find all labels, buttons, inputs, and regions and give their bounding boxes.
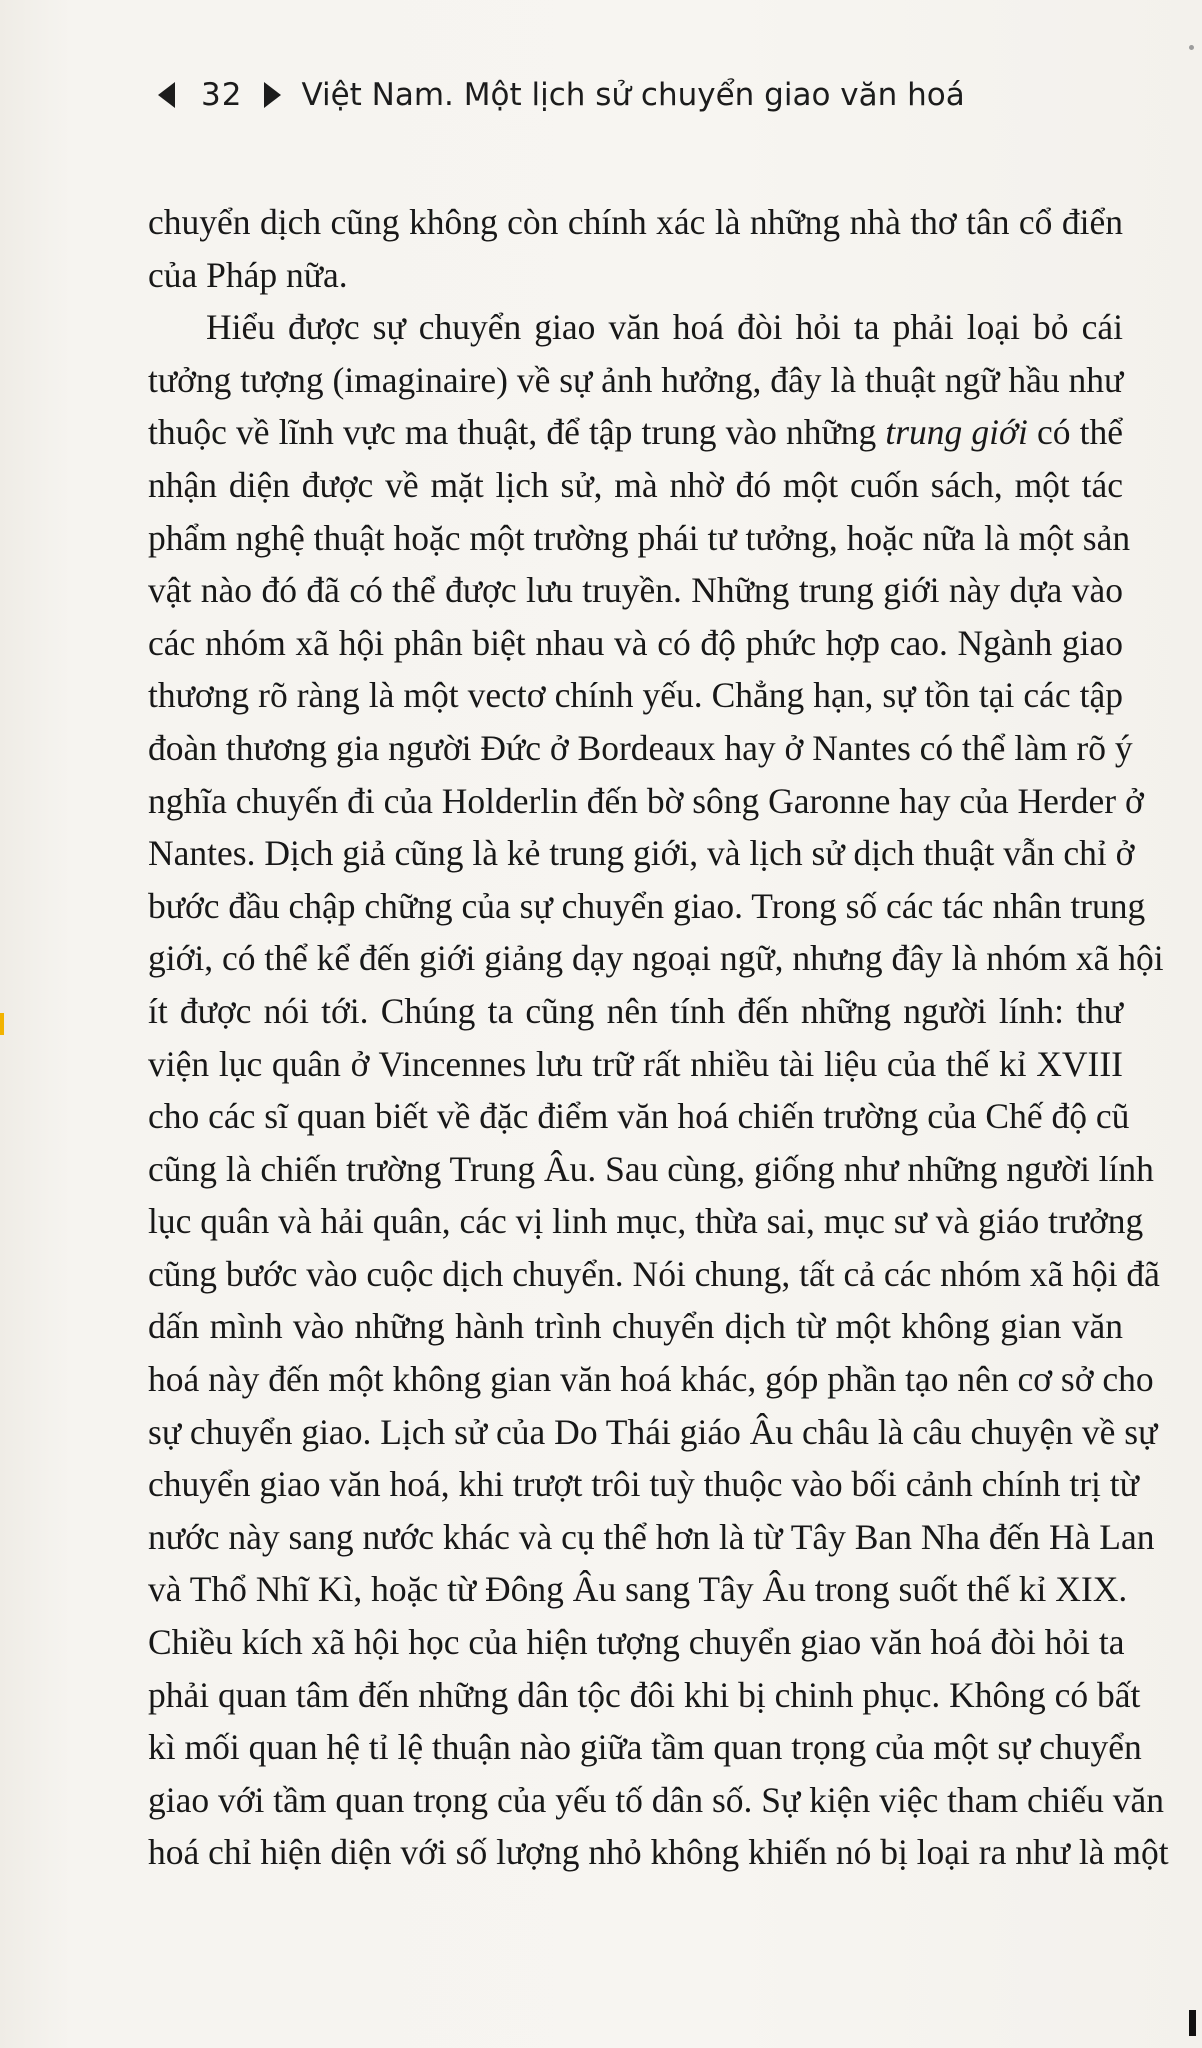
text-line: và Thổ Nhĩ Kì, hoặc từ Đông Âu sang Tây Âu trong suốt thế kỉ XIX. xyxy=(148,1569,1128,1610)
running-header xyxy=(158,70,965,120)
text-line: chuyển dịch cũng không còn chính xác là những nhà thơ tân cổ điển xyxy=(148,202,1123,242)
text-line: nhận diện được về mặt lịch sử, mà nhờ đó một cuốn sách, một tác xyxy=(148,464,1123,505)
text-line: thương rõ ràng là một vectơ chính yếu. Chẳng hạn, sự tồn tại các tập xyxy=(148,675,1123,716)
text-line: của Pháp nữa. xyxy=(148,254,348,295)
text-line: lục quân và hải quân, các vị linh mục, thừa sai, mục sư và giáo trưởng xyxy=(148,1201,1144,1242)
text-line: hoá chỉ hiện diện với số lượng nhỏ không khiến nó bị loại ra như là một xyxy=(148,1832,1169,1873)
margin-mark xyxy=(0,1013,4,1035)
text-line: phải quan tâm đến những dân tộc đôi khi bị chinh phục. Không có bất xyxy=(148,1674,1141,1715)
text-line: vật nào đó đã có thể được lưu truyền. Những trung giới này dựa vào xyxy=(148,570,1123,611)
page-number: 32 xyxy=(201,77,243,113)
text-line: cũng bước vào cuộc dịch chuyển. Nói chung, tất cả các nhóm xã hội đã xyxy=(148,1253,1160,1294)
text-line-with-italic xyxy=(148,406,1123,459)
page-edge-mark xyxy=(1189,2010,1196,2036)
text-line: Hiểu được sự chuyển giao văn hoá đòi hỏi ta phải loại bỏ cái xyxy=(206,307,1123,348)
triangle-right-icon xyxy=(264,82,281,108)
text-line: Nantes. Dịch giả cũng là kẻ trung giới, và lịch sử dịch thuật vẫn chỉ ở xyxy=(148,833,1135,874)
triangle-left-icon xyxy=(158,82,175,108)
text-segment: thuộc về lĩnh vực ma thuật, để tập trung vào những xyxy=(148,412,877,453)
text-line: ít được nói tới. Chúng ta cũng nên tính đến những người lính: thư xyxy=(148,990,1123,1031)
text-line: giao với tầm quan trọng của yếu tố dân số. Sự kiện việc tham chiếu văn xyxy=(148,1779,1164,1820)
running-title: Việt Nam. Một lịch sử chuyển giao văn hoá xyxy=(301,77,965,113)
page-speck xyxy=(1189,45,1194,50)
body-text xyxy=(148,196,1169,1879)
text-line: Chiều kích xã hội học của hiện tượng chuyển giao văn hoá đòi hỏi ta xyxy=(148,1622,1125,1663)
text-segment: có thể xyxy=(1036,412,1123,453)
text-line: sự chuyển giao. Lịch sử của Do Thái giáo Âu châu là câu chuyện về sự xyxy=(148,1411,1158,1452)
text-line: bước đầu chập chững của sự chuyển giao. Trong số các tác nhân trung xyxy=(148,885,1146,926)
text-line: viện lục quân ở Vincennes lưu trữ rất nhiều tài liệu của thế kỉ XVIII xyxy=(148,1043,1123,1084)
text-line: dấn mình vào những hành trình chuyển dịch từ một không gian văn xyxy=(148,1306,1123,1347)
text-line: phẩm nghệ thuật hoặc một trường phái tư tưởng, hoặc nữa là một sản xyxy=(148,517,1131,558)
text-line: cũng là chiến trường Trung Âu. Sau cùng, giống như những người lính xyxy=(148,1148,1154,1189)
text-line: tưởng tượng (imaginaire) về sự ảnh hưởng, đây là thuật ngữ hầu như xyxy=(148,359,1124,400)
text-line: nghĩa chuyến đi của Holderlin đến bờ sông Garonne hay của Herder ở xyxy=(148,780,1144,821)
text-line: kì mối quan hệ tỉ lệ thuận nào giữa tầm quan trọng của một sự chuyển xyxy=(148,1727,1142,1768)
italic-term: trung giới xyxy=(885,412,1028,453)
text-line: hoá này đến một không gian văn hoá khác, góp phần tạo nên cơ sở cho xyxy=(148,1359,1154,1400)
text-line: đoàn thương gia người Đức ở Bordeaux hay ở Nantes có thể làm rõ ý xyxy=(148,727,1133,768)
text-line: cho các sĩ quan biết về đặc điểm văn hoá chiến trường của Chế độ cũ xyxy=(148,1096,1130,1137)
text-line: các nhóm xã hội phân biệt nhau và có độ phức hợp cao. Ngành giao xyxy=(148,622,1123,663)
text-line: giới, có thể kể đến giới giảng dạy ngoại ngữ, nhưng đây là nhóm xã hội xyxy=(148,938,1164,979)
text-line: chuyển giao văn hoá, khi trượt trôi tuỳ thuộc vào bối cảnh chính trị từ xyxy=(148,1464,1139,1505)
text-line: nước này sang nước khác và cụ thể hơn là từ Tây Ban Nha đến Hà Lan xyxy=(148,1516,1155,1557)
